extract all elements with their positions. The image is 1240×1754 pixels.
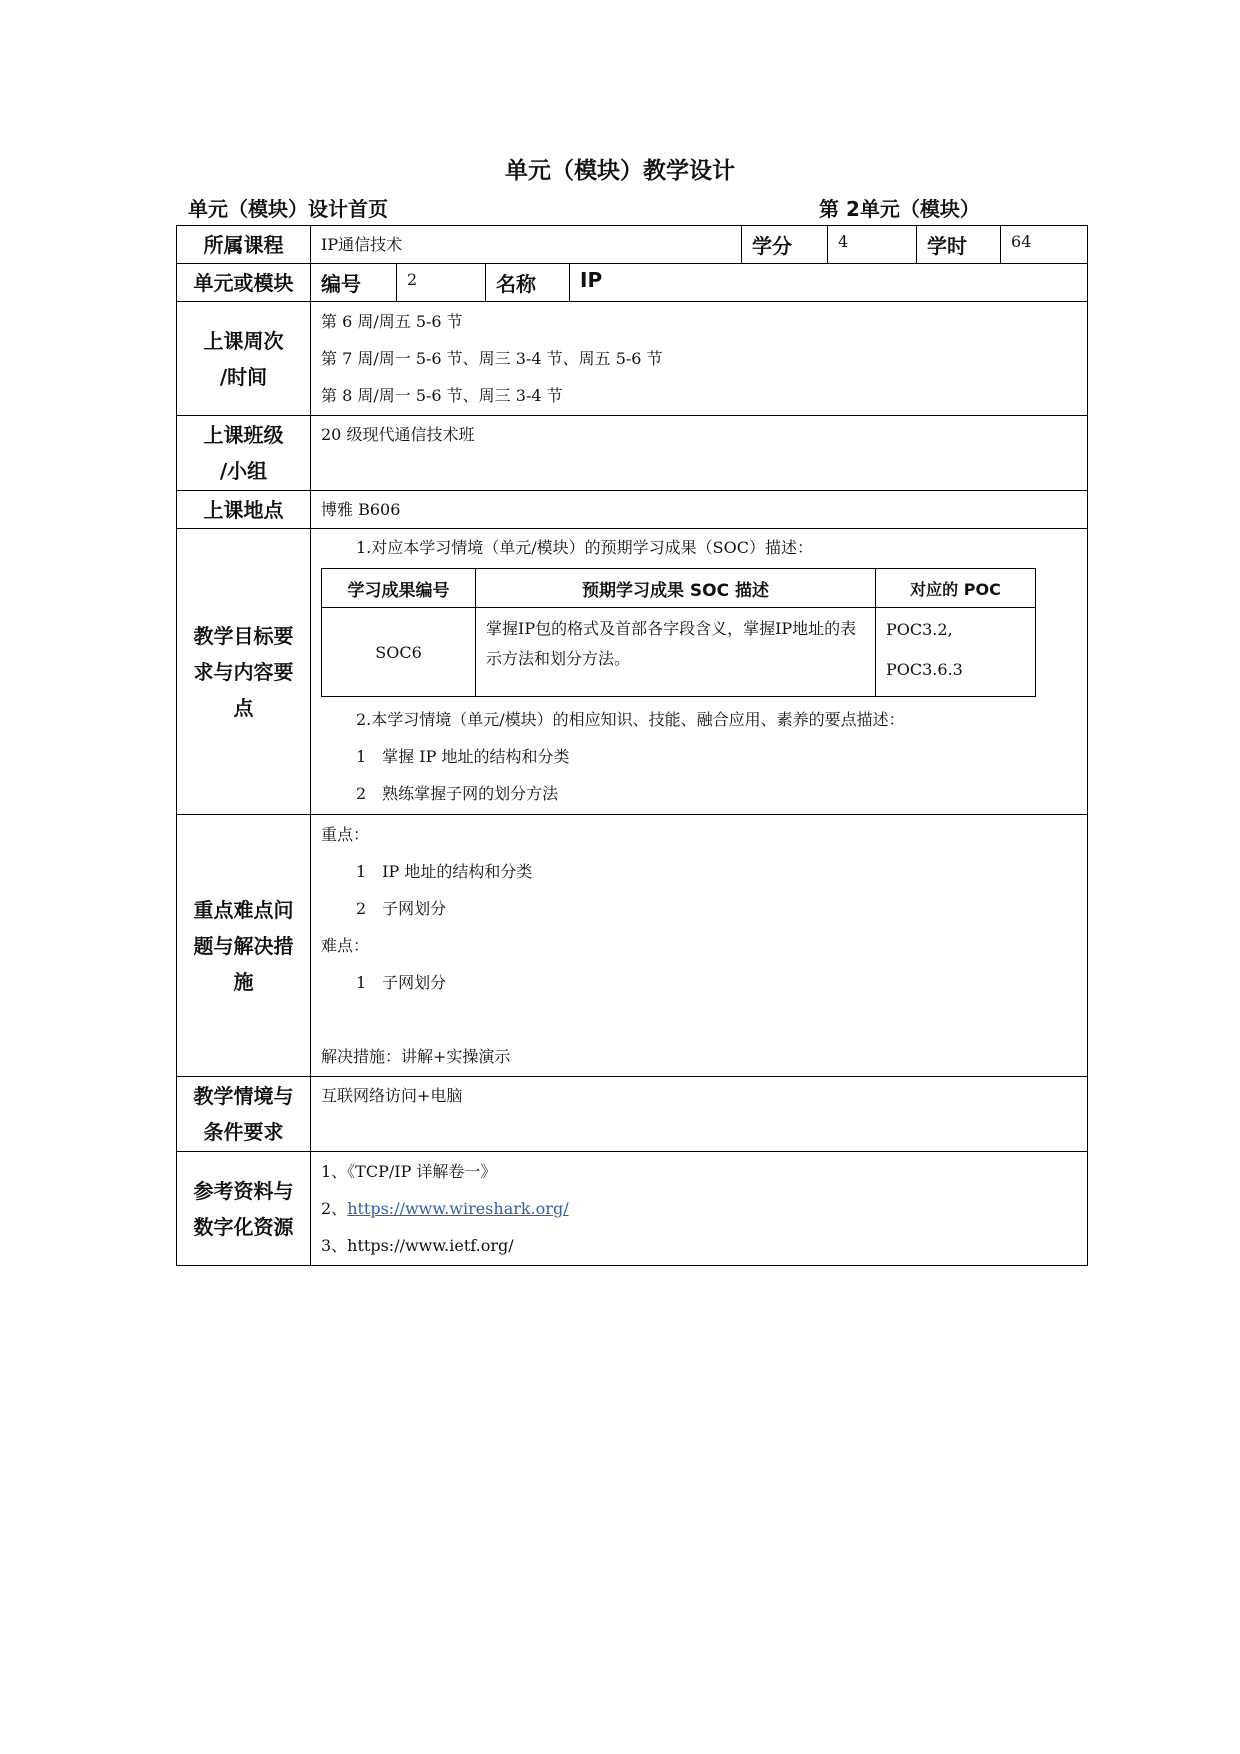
- soc-header-id: 学习成果编号: [322, 569, 476, 608]
- class-label-line1: 上课班级: [203, 423, 284, 447]
- soc-header-desc: 预期学习成果 SOC 描述: [476, 569, 876, 608]
- blank-line: [321, 1001, 1077, 1038]
- goals-content: [311, 529, 1088, 815]
- ref-content: [311, 1152, 1088, 1266]
- row-class: [177, 416, 1088, 491]
- key-label: [177, 815, 311, 1077]
- key-point-2: 2 子网划分: [356, 899, 447, 918]
- time-line-2: 第 7 周/周一 5-6 节、周三 3-4 节、周五 5-6 节: [321, 349, 663, 368]
- wireshark-link[interactable]: https://www.wireshark.org/: [347, 1199, 569, 1218]
- time-line-3: 第 8 周/周一 5-6 节、周三 3-4 节: [321, 386, 563, 405]
- unit-no-label: 编号: [311, 264, 397, 302]
- env-label-line2: 条件要求: [203, 1120, 284, 1144]
- place-value: 博雅 B606: [311, 491, 1088, 529]
- hard-point-1: 1 子网划分: [356, 973, 447, 992]
- key-label-line3: 施: [233, 969, 254, 994]
- time-values: [311, 302, 1088, 416]
- soc-poc: [876, 608, 1036, 697]
- credit-value: 4: [828, 226, 917, 264]
- hard-points-label: 难点：: [321, 936, 370, 955]
- row-key: [177, 815, 1088, 1077]
- goals-label: [177, 529, 311, 815]
- hours-label: 学时: [917, 226, 1001, 264]
- goals-intro2: 2.本学习情境（单元/模块）的相应知识、技能、融合应用、素养的要点描述：: [356, 710, 905, 729]
- solution: 解决措施：讲解+实操演示: [321, 1047, 511, 1066]
- time-line-1: 第 6 周/周五 5-6 节: [321, 312, 463, 331]
- soc-header-poc: 对应的 POC: [876, 569, 1036, 608]
- ref-label: [177, 1152, 311, 1266]
- ref-2-prefix: 2、: [321, 1199, 348, 1218]
- row-time: [177, 302, 1088, 416]
- env-value: 互联网络访问+电脑: [311, 1077, 1088, 1152]
- ref-label-line2: 数字化资源: [193, 1214, 294, 1239]
- env-label-line1: 教学情境与: [193, 1084, 294, 1108]
- time-label-line1: 上课周次: [203, 328, 284, 353]
- credit-label: 学分: [742, 226, 828, 264]
- key-content: [311, 815, 1088, 1077]
- class-value: 20 级现代通信技术班: [311, 416, 1088, 491]
- goals-label-line2: 求与内容要: [193, 659, 294, 684]
- goals-label-line3: 点: [233, 695, 254, 720]
- key-point-1: 1 IP 地址的结构和分类: [356, 862, 533, 881]
- page-title: 单元（模块）教学设计: [505, 158, 735, 184]
- unit-name-value: IP: [570, 264, 1088, 302]
- soc-id: SOC6: [322, 608, 476, 697]
- ref-1: 1、《TCP/IP 详解卷一》: [321, 1162, 497, 1181]
- soc-row: [322, 608, 1036, 697]
- unit-label: 单元或模块: [177, 264, 311, 302]
- key-points-label: 重点：: [321, 825, 370, 844]
- soc-poc-1: POC3.2,: [886, 620, 953, 639]
- row-env: [177, 1077, 1088, 1152]
- unit-name-label: 名称: [486, 264, 570, 302]
- class-label-line2: /小组: [219, 459, 268, 483]
- ref-label-line1: 参考资料与: [193, 1178, 294, 1203]
- row-ref: [177, 1152, 1088, 1266]
- soc-desc: 掌握IP包的格式及首部各字段含义，掌握IP地址的表示方法和划分方法。: [476, 608, 876, 697]
- goals-point-2: 2 熟练掌握子网的划分方法: [356, 784, 559, 803]
- row-place: [177, 491, 1088, 529]
- design-table: [176, 225, 1088, 1266]
- time-label-line2: /时间: [219, 364, 268, 389]
- soc-poc-2: POC3.6.3: [886, 660, 963, 679]
- goals-intro: 1.对应本学习情境（单元/模块）的预期学习成果（SOC）描述：: [356, 538, 813, 557]
- class-label: [177, 416, 311, 491]
- ref-3: 3、https://www.ietf.org/: [321, 1236, 514, 1255]
- time-label: [177, 302, 311, 416]
- key-label-line1: 重点难点问: [193, 897, 294, 922]
- subtitle-right: 第 2单元（模块）: [819, 197, 980, 221]
- hours-value: 64: [1001, 226, 1088, 264]
- env-label: [177, 1077, 311, 1152]
- row-goals: [177, 529, 1088, 815]
- row-course: [177, 226, 1088, 264]
- row-unit: [177, 264, 1088, 302]
- place-label: 上课地点: [177, 491, 311, 529]
- goals-point-1: 1 掌握 IP 地址的结构和分类: [356, 747, 570, 766]
- soc-table: [321, 568, 1036, 697]
- key-label-line2: 题与解决措: [193, 933, 294, 958]
- course-value: IP通信技术: [311, 226, 742, 264]
- unit-no-value: 2: [397, 264, 486, 302]
- ref-2: [321, 1190, 1077, 1227]
- course-label: 所属课程: [177, 226, 311, 264]
- goals-label-line1: 教学目标要: [193, 623, 294, 648]
- subtitle-left: 单元（模块）设计首页: [188, 197, 388, 221]
